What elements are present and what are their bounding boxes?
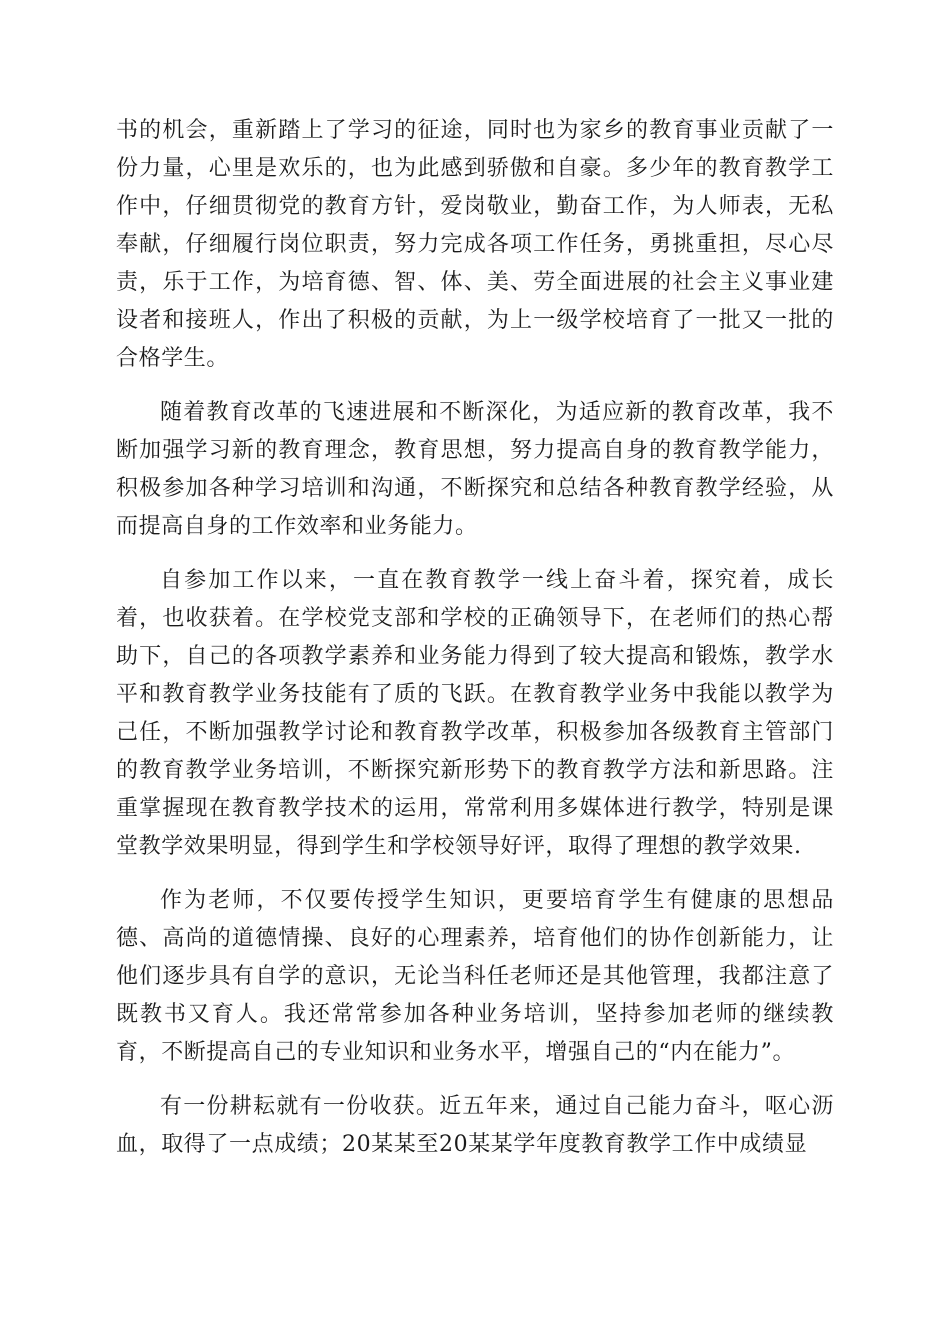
paragraph-3: 自参加工作以来，一直在教育教学一线上奋斗着，探究着，成长着，也收获着。在学校党支部和学校的正确领导下，在老师们的热心帮助下，自己的各项教学素养和业务能力得到了较大提高和锻炼，教学水平和教育教学业务技能有了质的飞跃。在教育教学业务中我能以教学为己任，不断加强教学讨论和教育教学改革，积极参加各级教育主管部门的教育教学业务培训，不断探究新形势下的教育教学方法和新思路。注重掌握现在教育教学技术的运用，常常利用多媒体进行教学，特别是课堂教学效果明显，得到学生和学校领导好评，取得了理想的教学效果.	[116, 568, 834, 859]
paragraph-2: 随着教育改革的飞速进展和不断深化，为适应新的教育改革，我不断加强学习新的教育理念，教育思想，努力提高自身的教育教学能力，积极参加各种学习培训和沟通，不断探究和总结各种教育教学经验，从而提高自身的工作效率和业务能力。	[116, 400, 834, 539]
paragraph-1: 书的机会，重新踏上了学习的征途，同时也为家乡的教育事业贡献了一份力量，心里是欢乐的，也为此感到骄傲和自豪。多少年的教育教学工作中，仔细贯彻党的教育方针，爱岗敬业，勤奋工作，为人师表，无私奉献，仔细履行岗位职责，努力完成各项工作任务，勇挑重担，尽心尽责，乐于工作，为培育德、智、体、美、劳全面进展的社会主义事业建设者和接班人，作出了积极的贡献，为上一级学校培育了一批又一批的合格学生。	[116, 118, 834, 371]
paragraph-4: 作为老师，不仅要传授学生知识，更要培育学生有健康的思想品德、高尚的道德情操、良好的心理素养，培育他们的协作创新能力，让他们逐步具有自学的意识，无论当科任老师还是其他管理，我都注意了既教书又育人。我还常常参加各种业务培训，坚持参加老师的继续教育，不断提高自己的专业知识和业务水平，增强自己的“内在能力”。	[116, 888, 834, 1065]
document-body	[116, 112, 834, 1180]
paragraph-5: 有一份耕耘就有一份收获。近五年来，通过自己能力奋斗，呕心沥血，取得了一点成绩；20某某至20某某学年度教育教学工作中成绩显	[116, 1094, 834, 1157]
